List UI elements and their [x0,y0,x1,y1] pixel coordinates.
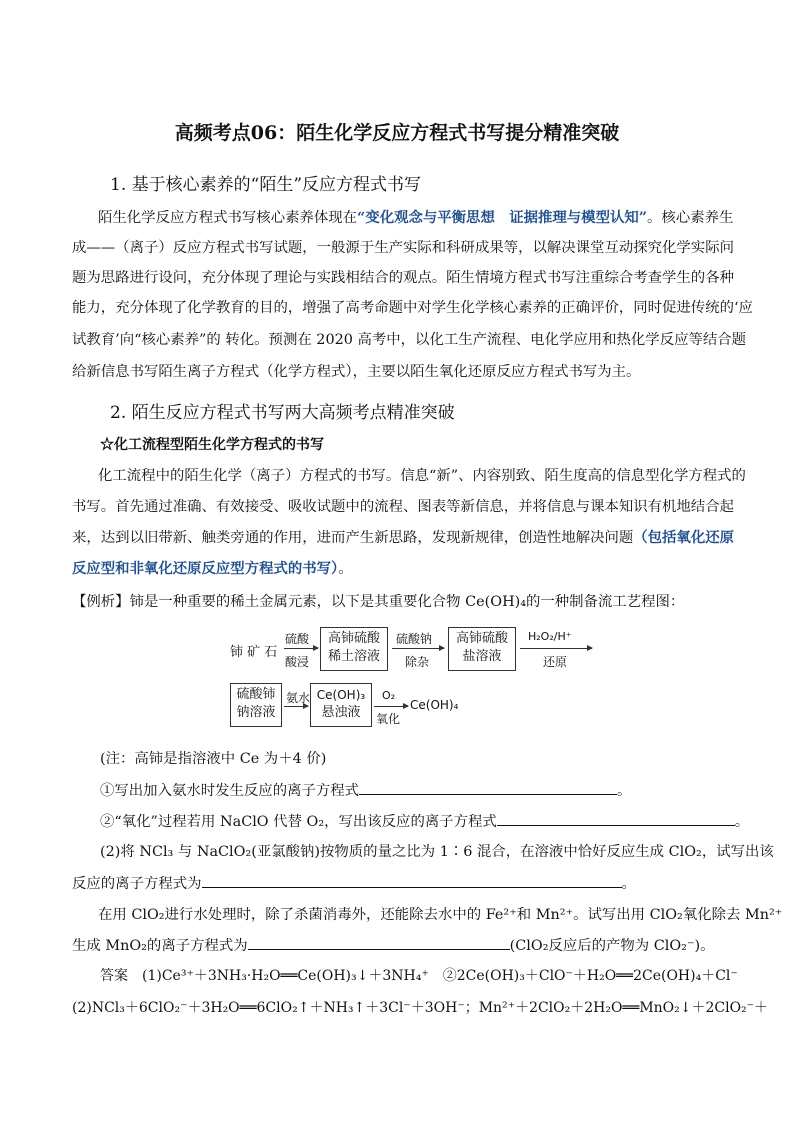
flow-arrow-5-bottom: 氧化 [376,712,401,726]
box-line: 高铈硫酸 [455,631,508,646]
subsection-heading: ☆化工流程型陌生化学方程式的书写 [100,437,324,453]
section-2-paragraph-line-3 [72,528,734,548]
flow-box-3 [230,683,282,727]
flow-arrow-3-bottom: 还原 [543,655,568,669]
section-1-paragraph-line-6: 给新信息书写陌生离子方程式（化学方程式），主要以陌生氧化还原反应方程式书写为主。 [72,364,641,380]
flow-arrow-2 [392,648,444,649]
highlight-text: （包括氧化还原 [633,529,734,546]
section-2-paragraph-line-4 [72,559,353,579]
flow-product: Ce(OH)₄ [410,698,459,712]
question-2 [100,811,749,832]
box-line: 高铈硫酸 [327,631,380,646]
flow-box-2 [448,627,516,671]
question-1 [100,780,631,801]
text: 。 [338,561,353,577]
note: (注：高铈是指溶液中 Ce 为＋4 价) [100,751,327,767]
answer-blank[interactable] [359,780,617,795]
question-3-line-2 [72,873,636,894]
highlight-text: 反应型和非氧化还原反应型方程式的书写） [72,560,339,577]
section-2-heading: 2. 陌生反应方程式书写两大高频考点精准突破 [110,403,455,423]
flow-arrow-3 [520,648,592,649]
text: 。核心素养生 [647,210,734,226]
question-text: 生成 MnO₂的离子方程式为 [72,938,248,954]
question-4-line-1: 在用 ClO₂进行水处理时，除了杀菌消毒外，还能除去水中的 Fe²⁺和 Mn²⁺。试写出用 ClO₂氧化除去 Mn²⁺ [98,907,783,923]
flow-box-4 [310,683,372,727]
question-4-line-2 [72,935,715,956]
question-3-line-1: (2)将 NCl₃ 与 NaClO₂(亚氯酸钠)按物质的量之比为 1∶6 混合，在溶液中恰好反应生成 ClO₂，试写出该 [100,844,774,860]
question-text: ②“氧化”过程若用 NaClO 代替 O₂，写出该反应的离子方程式 [100,814,497,830]
section-1-paragraph-line-4: 能力，充分体现了化学教育的目的，增强了高考命题中对学生化学核心素养的正确评价，同时促进传统的‘应 [72,300,753,316]
flow-arrow-1 [284,648,318,649]
answer-blank[interactable] [202,873,622,888]
flow-box-1 [320,627,388,671]
answer-blank[interactable] [248,935,510,950]
answer-line-2: (2)NCl₃＋6ClO₂⁻＋3H₂O══6ClO₂↑＋NH₃↑＋3Cl⁻＋3OH⁻；Mn²⁺＋2ClO₂＋2H₂O══MnO₂↓＋2ClO₂⁻＋ [72,1000,769,1016]
box-line: Ce(OH)₃ [316,688,366,702]
punct: 。 [617,783,632,799]
flow-arrow-1-top: 硫酸 [285,632,310,646]
section-2-paragraph-line-2: 书写。首先通过准确、有效接受、吸收试题中的流程、图表等新信息，并将信息与课本知识有机地结合起 [72,499,734,515]
section-1-paragraph-line-1 [98,208,733,228]
flow-arrow-4-top: 氨水 [286,691,311,705]
flow-arrow-2-bottom: 除杂 [405,655,430,669]
section-2-paragraph-line-1: 化工流程中的陌生化学（离子）方程式的书写。信息“新”、内容别致、陌生度高的信息型化学方程式的 [98,468,746,484]
box-line: 悬浊液 [321,705,361,720]
punct: 。 [734,814,750,830]
text: 来，达到以旧带新、触类旁通的作用，进而产生新思路，发现新规律，创造性地解决问题 [72,530,634,546]
page-title: 高频考点06：陌生化学反应方程式书写提分精准突破 [174,122,620,144]
section-1-paragraph-line-2: 成——（离子）反应方程式书写试题，一般源于生产实际和科研成果等，以解决课堂互动探究化学实际问 [72,240,734,256]
text: 陌生化学反应方程式书写核心素养体现在 [98,210,358,226]
question-text: ①写出加入氨水时发生反应的离子方程式 [100,783,360,799]
section-1-paragraph-line-5: 试教育’向“核心素养”的 转化。预测在 2020 高考中，以化工生产流程、电化学应用和热化学反应等结合题 [72,332,747,348]
highlight-text: “变化观念与平衡思想 证据推理与模型认知” [357,209,648,226]
box-line: 钠溶液 [236,705,276,720]
flow-ore-label: 铈 矿 石 [230,645,278,660]
example-intro: 【例析】铈是一种重要的稀土金属元素，以下是其重要化合物 Ce(OH)₄的一种制备流工艺程图： [72,594,685,610]
answer-blank[interactable] [497,811,735,826]
flow-arrow-3-top: H₂O₂/H⁺ [528,630,572,643]
section-1-paragraph-line-3: 题为思路进行设问，充分体现了理论与实践相结合的观点。陌生情境方程式书写注重综合考查学生的各种 [72,270,734,286]
question-text: 反应的离子方程式为 [72,876,202,892]
box-line: 盐溶液 [462,649,502,664]
flow-arrow-5 [374,706,408,707]
flow-arrow-2-top: 硫酸钠 [396,632,433,646]
flow-arrow-1-bottom: 酸浸 [285,655,310,669]
box-line: 硫酸铈 [236,687,276,702]
answer-line-1: 答案 (1)Ce³⁺＋3NH₃·H₂O══Ce(OH)₃↓＋3NH₄⁺ ②2Ce(OH)₃＋ClO⁻＋H₂O══2Ce(OH)₄＋Cl⁻ [100,968,738,984]
flow-arrow-4 [284,706,308,707]
flow-arrow-5-top: O₂ [382,689,396,702]
section-1-heading: 1. 基于核心素养的“陌生”反应方程式书写 [110,175,422,195]
punct: 。 [621,876,636,892]
box-line: 稀土溶液 [327,649,380,664]
punct: (ClO₂反应后的产物为 ClO₂⁻)。 [509,938,715,954]
